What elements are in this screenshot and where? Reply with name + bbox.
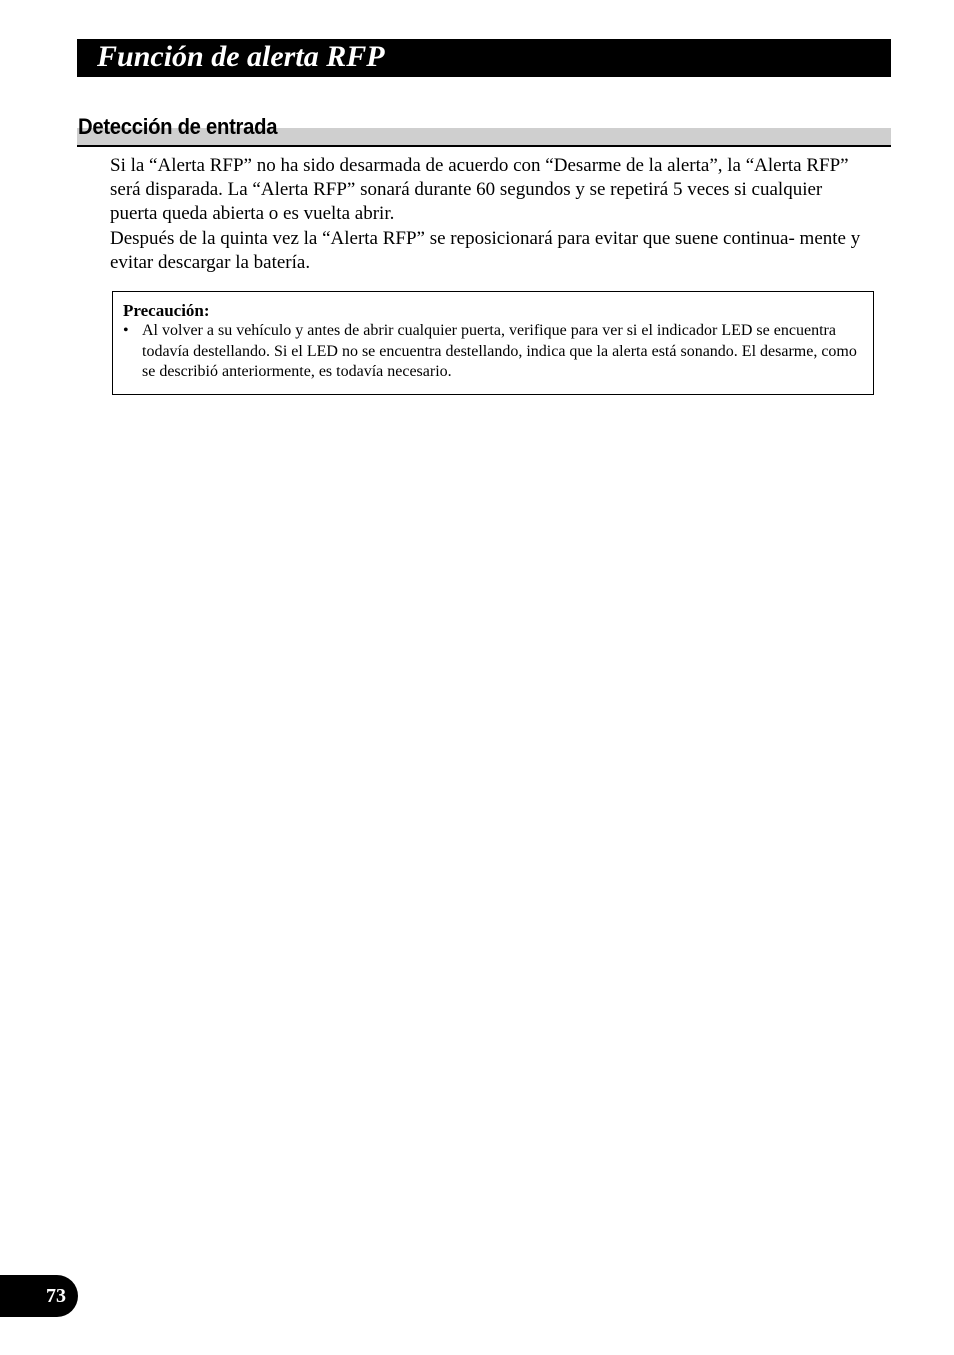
caution-title: Precaución:: [123, 301, 210, 320]
caution-item-text: Al volver a su vehículo y antes de abrir cualquier puerta, verifique para ver si el indicador LED se encuentra todavía destellando. Si el LED no se encuentra destellando, indica que la alerta está sonando. El desarme, como se describió anteriormente, es todavía necesario.: [142, 322, 857, 380]
section-title: Detección de entrada: [78, 114, 278, 139]
page-number-tab: [0, 1275, 78, 1317]
body-paragraph-2: Después de la quinta vez la “Alerta RFP” se reposicionará para evitar que suene continua- mente y evitar descargar la batería.: [110, 227, 861, 273]
bullet-icon: •: [123, 322, 129, 339]
section-heading: [77, 110, 891, 148]
chapter-title: Función de alerta RFP: [97, 40, 385, 73]
caution-item: [123, 321, 863, 383]
caution-box: [112, 291, 874, 395]
section-body: [110, 154, 870, 275]
page-number: 73: [46, 1285, 66, 1307]
chapter-title-bar: [77, 39, 891, 77]
body-paragraph-1: Si la “Alerta RFP” no ha sido desarmada de acuerdo con “Desarme de la alerta”, la “Alerta RFP” será disparada. La “Alerta RFP” sonará durante 60 segundos y se repetirá 5 veces si cualquier puerta queda abierta o es vuelta abrir.: [110, 155, 849, 225]
section-heading-rule: [77, 145, 891, 147]
